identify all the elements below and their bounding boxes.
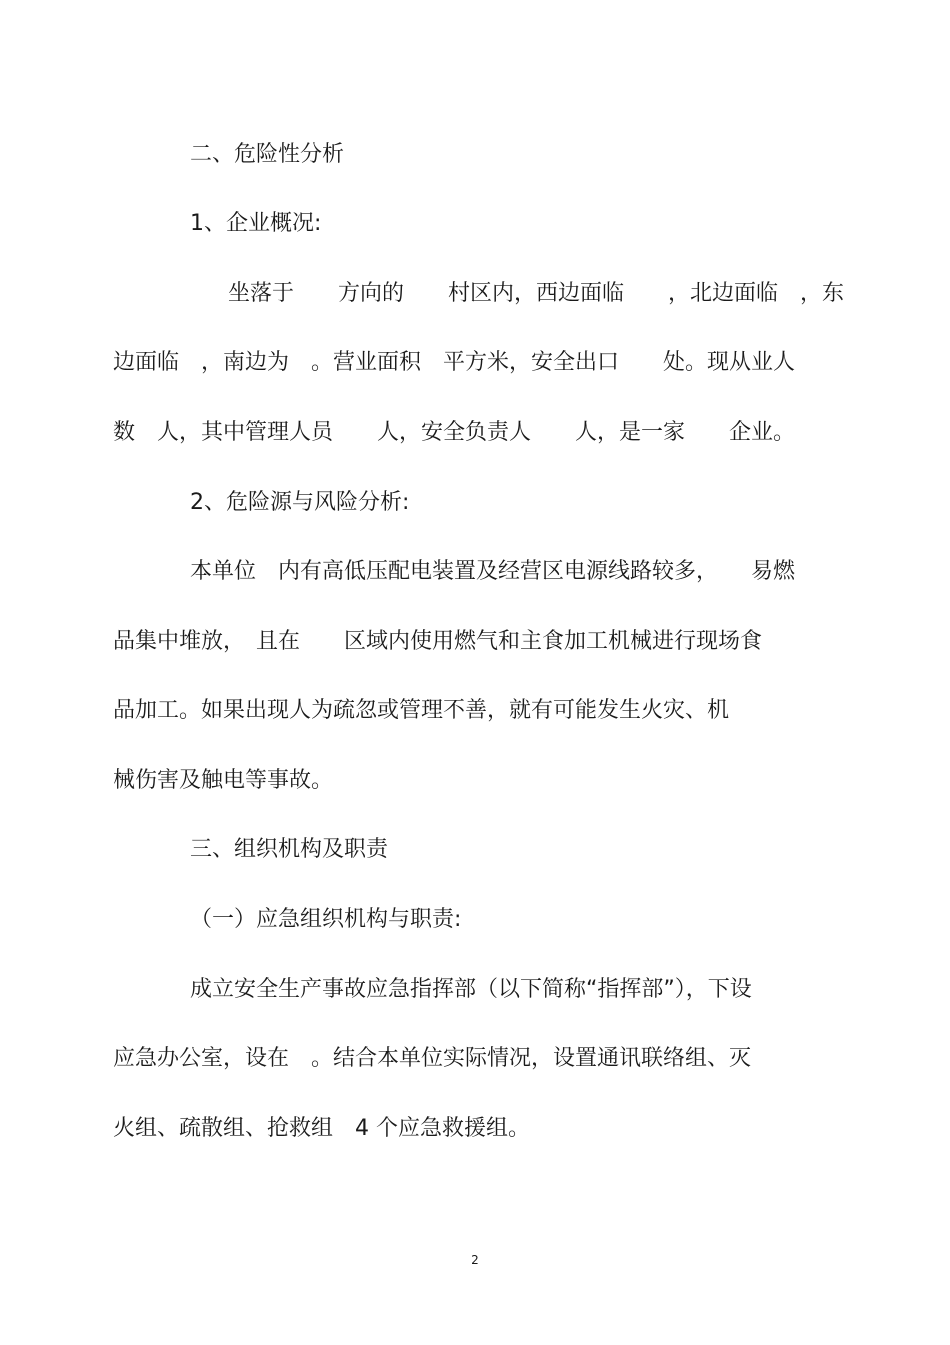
- section-heading-hazard-analysis: 二、危险性分析: [190, 142, 345, 167]
- section-heading-organization: 三、组织机构及职责: [190, 837, 389, 862]
- paragraph-line: 火组、疏散组、抢救组 4 个应急救援组。: [113, 1116, 530, 1141]
- subheading-emergency-organization: （一）应急组织机构与职责:: [190, 907, 462, 932]
- subheading-hazard-sources: 2、危险源与风险分析:: [190, 490, 410, 515]
- paragraph-line: 品集中堆放， 且在 区域内使用燃气和主食加工机械进行现场食: [113, 629, 763, 654]
- paragraph-line: 本单位 内有高低压配电装置及经营区电源线路较多， 易燃: [190, 559, 796, 584]
- paragraph-line: 坐落于 方向的 村区内，西边面临 ，北边面临 ，东: [228, 281, 845, 306]
- paragraph-line: 应急办公室，设在 。结合本单位实际情况，设置通讯联络组、灭: [113, 1046, 752, 1071]
- page-number: 2: [471, 1253, 479, 1267]
- paragraph-line: 边面临 ，南边为 。营业面积 平方米，安全出口 处。现从业人: [113, 350, 796, 375]
- paragraph-line: 数 人，其中管理人员 人，安全负责人 人，是一家 企业。: [113, 420, 796, 445]
- subheading-enterprise-overview: 1、企业概况:: [190, 211, 322, 236]
- paragraph-line: 品加工。如果出现人为疏忽或管理不善，就有可能发生火灾、机: [113, 698, 730, 723]
- paragraph-line: 械伤害及触电等事故。: [113, 768, 334, 793]
- paragraph-line: 成立安全生产事故应急指挥部（以下简称“指挥部”），下设: [190, 977, 752, 1002]
